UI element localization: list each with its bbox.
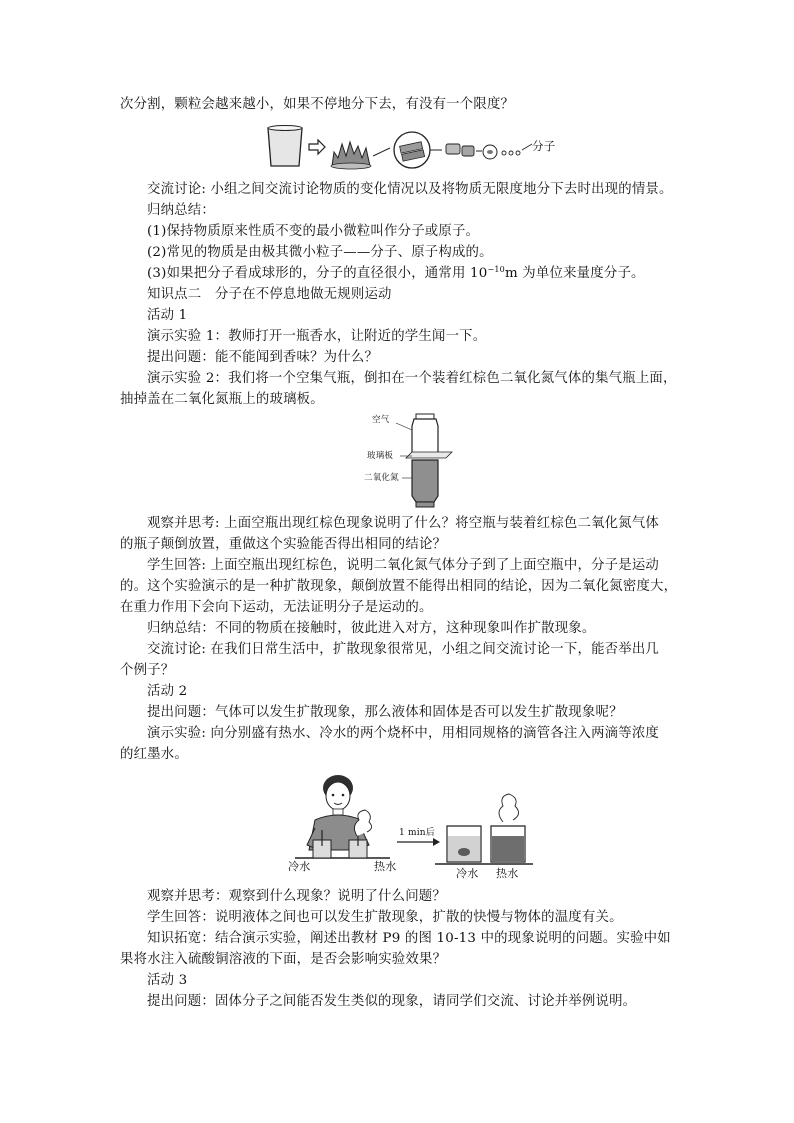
- paragraph-line: 果将水注入硫酸铜溶液的下面，是否会影响实验效果？: [120, 952, 447, 967]
- text-segment: m 为单位来量度分子。: [504, 266, 645, 281]
- label-hot-water: 热水: [374, 860, 397, 873]
- label-hot-water-after: 热水: [496, 867, 519, 880]
- section-heading: 知识点二 分子在不停息地做无规则运动: [147, 287, 392, 302]
- paragraph-line: 提出问题：能不能闻到香味？为什么？: [147, 350, 379, 365]
- label-time: 1 min后: [399, 828, 435, 838]
- label-nitrogen-dioxide: 二氧化氮: [364, 473, 399, 483]
- paragraph-line: 次分割，颗粒会越来越小，如果不停地分下去，有没有一个限度？: [120, 97, 515, 112]
- paragraph-line: 学生回答：说明液体之间也可以发生扩散现象，扩散的快慢与物体的温度有关。: [147, 910, 623, 925]
- exponent: −10: [487, 265, 505, 274]
- paragraph-line: 在重力作用下会向下运动，无法证明分子是运动的。: [120, 600, 433, 615]
- paragraph-line: (1)保持物质原来性质不变的最小微粒叫作分子或原子。: [147, 224, 480, 239]
- paragraph-line: 归纳总结：不同的物质在接触时，彼此进入对方，这种现象叫作扩散现象。: [147, 621, 596, 636]
- paragraph-line: (2)常见的物质是由极其微小粒子——分子、原子构成的。: [147, 245, 493, 260]
- paragraph-line: 抽掉盖在二氧化氮瓶上的玻璃板。: [120, 392, 324, 407]
- paragraph-line: 观察并思考: 上面空瓶出现红棕色现象说明了什么？将空瓶与装着红棕色二氧化氮气体: [147, 516, 660, 531]
- paragraph-line: 演示实验 2：我们将一个空集气瓶，倒扣在一个装着红棕色二氧化氮气体的集气瓶上面，: [147, 371, 677, 386]
- text-segment: (3)如果把分子看成球形的，分子的直径很小，通常用 10: [147, 266, 488, 281]
- paragraph-line: [147, 264, 645, 284]
- activity-heading: 活动 2: [147, 684, 188, 699]
- activity-heading: 活动 1: [147, 308, 188, 323]
- paragraph-line: 提出问题：固体分子之间能否发生类似的现象，请同学们交流、讨论并举例说明。: [147, 994, 637, 1009]
- paragraph-line: 的瓶子颠倒放置，重做这个实验能否得出相同的结论？: [120, 537, 447, 552]
- molecule-division-figure: [262, 122, 562, 172]
- label-cold-water-after: 冷水: [456, 867, 479, 880]
- paragraph-line: 演示实验 1：教师打开一瓶香水，让附近的学生闻一下。: [147, 329, 487, 344]
- figure-label-molecule: 分子: [532, 139, 556, 153]
- paragraph-line: 观察并思考：观察到什么现象？说明了什么问题？: [147, 889, 446, 904]
- paragraph-line: 演示实验: 向分别盛有热水、冷水的两个烧杯中，用相同规格的滴管各注入两滴等浓度: [147, 726, 660, 741]
- label-air: 空气: [372, 415, 390, 425]
- paragraph-line: 的。这个实验演示的是一种扩散现象，颠倒放置不能得出相同的结论，因为二氧化氮密度大，: [120, 579, 678, 594]
- paragraph-line: 提出问题：气体可以发生扩散现象，那么液体和固体是否可以发生扩散现象呢？: [147, 705, 623, 720]
- paragraph-line: 知识拓宽：结合演示实验，阐述出教材 P9 的图 10-13 中的现象说明的问题。实验中如: [147, 931, 671, 946]
- paragraph-line: 归纳总结：: [147, 203, 215, 218]
- paragraph-line: 交流讨论: 小组之间交流讨论物质的变化情况以及将物质无限度地分下去时出现的情景。: [147, 182, 673, 197]
- label-cold-water: 冷水: [288, 860, 311, 873]
- activity-heading: 活动 3: [147, 973, 188, 988]
- paragraph-line: 交流讨论: 在我们日常生活中，扩散现象很常见，小组之间交流讨论一下，能否举出几: [147, 642, 660, 657]
- paragraph-line: 个例子？: [120, 663, 175, 678]
- paragraph-line: 学生回答: 上面空瓶出现红棕色，说明二氧化氮气体分子到了上面空瓶中，分子是运动: [147, 558, 660, 573]
- label-glass-plate: 玻璃板: [367, 451, 394, 461]
- paragraph-line: 的红墨水。: [120, 747, 188, 762]
